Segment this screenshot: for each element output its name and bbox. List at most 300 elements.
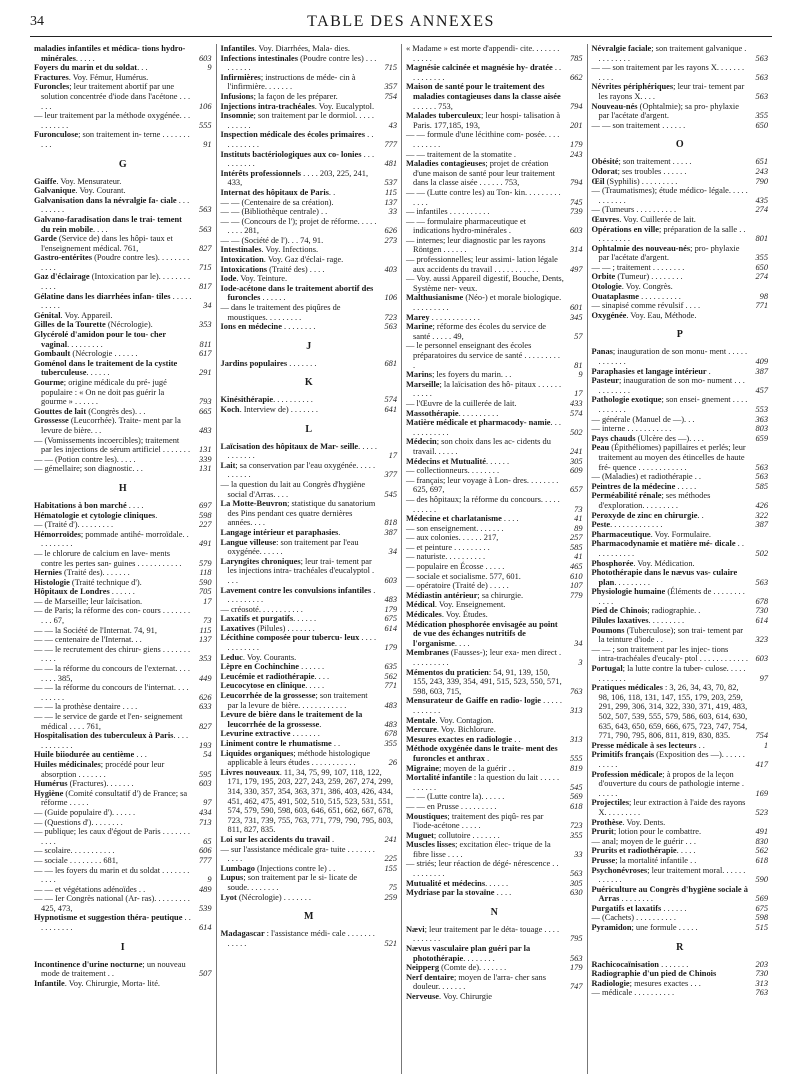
entry-page-ref: 131: [198, 445, 212, 455]
entry-page-ref: 763: [755, 988, 768, 998]
entry-page-ref: 483: [384, 595, 397, 605]
entry-text: Pilules laxatives. . . . . . . . .: [591, 616, 685, 626]
index-entry: [406, 572, 583, 582]
entry-text: — — ; traitement . . . . . . . .: [591, 262, 685, 272]
entry-text: Médecins et Mutualité. . . . . .: [406, 456, 510, 466]
index-entry: [34, 866, 212, 885]
index-entry: [592, 827, 769, 837]
index-entry: [221, 92, 398, 102]
index-entry: [406, 543, 583, 553]
entry-page-ref: 563: [755, 53, 768, 63]
entry-text: Langue villeuse: son traitement par l'eau oxygénée. . . . . .: [220, 537, 359, 557]
index-entry: [221, 236, 398, 246]
entry-text: — — en Prusse . . . . . . . . .: [406, 801, 497, 811]
index-entry: [221, 739, 398, 749]
index-entry: [592, 837, 769, 847]
entry-text: Nævi; leur traitement par le déta- touage . . . . . . . . . . .: [406, 924, 560, 944]
entry-text: Panas; inauguration de son monu- ment . . . . . . . . . . . .: [591, 347, 748, 367]
entry-page-ref: 481: [384, 159, 397, 169]
entry-text: Iode-acétone dans le traitement abortif des furoncles . . . . . .: [220, 283, 374, 303]
index-entry: [34, 407, 212, 417]
index-entry: [592, 923, 769, 933]
entry-page-ref: 730: [755, 969, 768, 979]
entry-text: Médicales. Voy. Études.: [406, 610, 488, 620]
entry-text: — français; leur voyage à Lon- dres. . . . . . . . 625, 697,: [406, 475, 559, 495]
index-entry: [592, 82, 769, 101]
entry-page-ref: 355: [755, 111, 768, 121]
entry-page-ref: 830: [755, 836, 768, 846]
entry-page-ref: 435: [755, 195, 768, 205]
index-entry: [221, 245, 398, 255]
index-entry: [406, 879, 583, 889]
index-entry: [406, 725, 583, 735]
entry-page-ref: 106: [384, 293, 397, 303]
index-entry: [34, 215, 212, 234]
entry-text: — de Paris; la réforme des con- cours . . . . . . . . . . 67,: [34, 606, 191, 626]
entry-page-ref: 754: [755, 731, 768, 741]
index-entry: [406, 716, 583, 726]
entry-page-ref: 617: [198, 349, 212, 359]
index-entry: [34, 73, 212, 83]
entry-page-ref: 9: [207, 63, 212, 73]
entry-text: Intoxication. Voy. Gaz d'éclai- rage.: [220, 255, 344, 265]
index-entry: [221, 322, 398, 332]
entry-text: Galvanisation dans la névralgie fa- ciale . . . . . . . . .: [34, 195, 190, 215]
entry-page-ref: 449: [198, 673, 212, 683]
entry-page-ref: 426: [755, 500, 768, 510]
entry-page-ref: 434: [198, 807, 212, 817]
index-entry: [221, 303, 398, 322]
entry-page-ref: 601: [569, 303, 583, 313]
entry-page-ref: 355: [755, 253, 768, 263]
entry-page-ref: 73: [203, 616, 212, 626]
entry-page-ref: 817: [198, 282, 212, 292]
index-entry: [592, 530, 769, 540]
entry-page-ref: 630: [569, 888, 583, 898]
index-entry: [592, 559, 769, 569]
entry-text: Poumons (Tuberculose); son trai- tement par la teinture d'iode . .: [591, 625, 744, 645]
index-entry: [406, 150, 583, 160]
entry-page-ref: 98: [759, 291, 768, 301]
entry-text: Maladies contagieuses; projet de création d'une maison de santé pour leur traitement dans la classe aisée . . . . . . 753,: [406, 159, 555, 188]
index-entry: [406, 581, 583, 591]
entry-text: — — (Lutte contre la). . . . . .: [406, 792, 505, 802]
entry-page-ref: 675: [755, 903, 768, 913]
index-entry: [406, 973, 583, 992]
index-entry: [34, 530, 212, 549]
index-entry: [592, 969, 769, 979]
index-entry: [221, 893, 398, 903]
entry-page-ref: 17: [388, 451, 397, 461]
entry-text: — de Marseille; leur laïcisation.: [34, 596, 143, 606]
index-entry: [34, 597, 212, 607]
entry-page-ref: 723: [569, 821, 583, 831]
entry-text: — créosoté. . . . . . . . . . .: [220, 604, 303, 614]
entry-page-ref: 33: [574, 849, 583, 859]
index-entry: [592, 568, 769, 587]
entry-page-ref: 609: [569, 466, 583, 476]
section-letter: L: [305, 423, 313, 435]
index-entry: [221, 405, 398, 415]
index-entry: [592, 395, 769, 414]
index-entry: [592, 102, 769, 121]
entry-text: Infusions; la façon de les préparer.: [220, 91, 338, 101]
entry-text: Peroxyde de zinc en chirurgie. .: [591, 510, 704, 520]
entry-text: Infantile. Voy. Chirurgie, Morta- lité.: [34, 978, 161, 988]
section-letter: M: [304, 911, 314, 923]
entry-page-ref: 107: [569, 581, 583, 591]
entry-text: Perméabilité rénale; ses méthodes d'exploration. . . . . . . . .: [591, 491, 711, 510]
entry-text: Marey . . . . . . . . . . . .: [406, 312, 480, 322]
entry-page-ref: 618: [569, 801, 583, 811]
index-entry: [406, 533, 583, 543]
index-entry: [592, 913, 769, 923]
index-entry: [406, 437, 583, 456]
entry-text: — la question du lait au Congrès d'hygiène social d'Arras. . . .: [220, 479, 366, 499]
index-entry: [406, 293, 583, 312]
entry-text: Hématologie et cytologie cliniques.: [34, 510, 158, 520]
index-entry: [406, 764, 583, 774]
entry-text: Psychonévroses; leur traitement moral. . . . . . . . . . . .: [591, 865, 746, 885]
entry-text: Peau (Épithéliomes) papillaires et perlés; leur traitement au moyen des étincelles de haute fré- quence . . . . . . . . . . . .: [591, 443, 746, 472]
entry-text: Presse médicale à ses lecteurs . .: [591, 740, 705, 750]
entry-text: Gourme; origine médicale du pré- jugé populaire : « On ne doit pas guérir la gourme » . . . . . .: [34, 378, 167, 407]
entry-text: Lait; sa conservation par l'eau oxygénée. . . . . . . . . . .: [220, 460, 376, 480]
index-entry: [34, 808, 212, 818]
entry-page-ref: 754: [384, 91, 397, 101]
entry-page-ref: 794: [569, 178, 583, 188]
entry-page-ref: 65: [203, 836, 212, 846]
entry-text: Otologie. Voy. Congrès.: [591, 282, 673, 292]
entry-page-ref: 537: [384, 178, 397, 188]
index-entry: [34, 186, 212, 196]
index-entry: [406, 466, 583, 476]
entry-text: Liquides organiques; méthode histologique applicable à leurs études . . . . . . . . . . .: [220, 748, 371, 768]
index-entry: [592, 520, 769, 530]
index-entry: [221, 653, 398, 663]
index-entry: [34, 196, 212, 215]
entry-text: Laxatifs et purgatifs. . . . . .: [220, 614, 317, 624]
entry-text: Rachicocaïnisation . . . . . . .: [591, 959, 689, 969]
entry-text: Phosphorée. Voy. Médication.: [591, 558, 695, 568]
entry-text: Hypnotisme et suggestion théra- peutique . . . . . . . . . .: [34, 913, 191, 933]
entry-page-ref: 635: [384, 662, 397, 672]
index-entry: [406, 217, 583, 236]
entry-text: Photothérapie dans le nævus vas- culaire plan. . . . . . . . .: [591, 568, 738, 587]
entry-text: — dans le traitement des piqûres de moustiques. . . . . . . . .: [220, 303, 341, 322]
entry-text: Ophtalmie des nouveau-nés; pro- phylaxie par l'acétate d'argent.: [591, 243, 740, 263]
entry-page-ref: 203: [755, 959, 768, 969]
entry-text: Hernies (Traité des). . . . . . .: [34, 568, 130, 578]
entry-text: Migraine; moyen de la guérir . .: [406, 763, 515, 773]
index-entry: [221, 662, 398, 672]
entry-text: Maison de santé pour le traitement des maladies contagieuses dans la classe aisée . . . . . . 753,: [406, 82, 561, 111]
entry-text: Inspection médicale des écoles primaires . . . . . . . . . .: [220, 130, 374, 149]
entry-text: Oxygénée. Voy. Eau, Méthode.: [591, 310, 697, 320]
entry-text: Neipperg (Comte de). . . . . . .: [406, 963, 507, 973]
entry-text: Goménol dans le traitement de la cystite tuberculeuse. . . . . .: [34, 358, 178, 378]
entry-page-ref: 115: [199, 625, 212, 635]
entry-text: — leur traitement par la méthode oxygénée. . . . . . . . . .: [34, 111, 191, 130]
index-entry: [406, 735, 583, 745]
index-entry: [221, 111, 398, 130]
entry-text: Lyot (Nécrologie) . . . . . . .: [220, 892, 311, 902]
entry-page-ref: 763: [569, 686, 583, 696]
entry-page-ref: 41: [574, 514, 583, 524]
index-entry: [221, 614, 398, 624]
entry-text: « Madame » est morte d'appendi- cite. . . . . . . . . . . .: [406, 44, 560, 63]
entry-text: Médiastin antérieur; sa chirurgie.: [406, 590, 524, 600]
entry-page-ref: 614: [384, 623, 397, 633]
entry-text: Primitifs français (Exposition des —). . . . . . . . . . .: [591, 750, 745, 769]
entry-text: Peintres de la médecine . . . . .: [591, 481, 697, 491]
index-entry: [221, 845, 398, 864]
entry-text: Ions en médecine . . . . . . . .: [220, 322, 316, 332]
entry-page-ref: 563: [755, 577, 768, 587]
index-entry: [221, 169, 398, 188]
entry-page-ref: 641: [384, 405, 397, 414]
entry-text: Iode. Voy. Teinture.: [220, 274, 288, 284]
entry-text: Intérêts professionnels . . . . 203, 225, 241, 433,: [220, 168, 369, 188]
entry-page-ref: 626: [198, 692, 212, 702]
entry-text: — — Ier Congrès national (Ar- ras). . . . . . . . . 425, 473,: [34, 894, 190, 913]
index-entry: [406, 380, 583, 399]
index-entry: [406, 992, 583, 1002]
entry-text: Insomnie; son traitement par le dormiol. . . . . . . . . . .: [220, 111, 375, 130]
entry-text: — — centenaire de l'Internat. . .: [34, 635, 142, 645]
entry-page-ref: 539: [198, 903, 212, 913]
entry-text: Nouveau-nés (Ophtalmie); sa pro- phylaxie par l'acétate d'argent.: [591, 101, 739, 121]
entry-text: — sur l'assistance médicale gra- tuite . . . . . . . . . . .: [220, 844, 375, 864]
entry-text: Profession médicale; à propos de la leçon d'ouverture du cours de pathologie interne . . . . . .: [591, 769, 744, 798]
entry-text: Malthusianisme (Néo-) et morale biologique. . . . . . . . . .: [406, 293, 562, 313]
entry-page-ref: 563: [755, 72, 768, 82]
entry-text: Pyramidon; une formule . . . . .: [591, 923, 698, 933]
index-entry: [34, 960, 212, 979]
page-number: 34: [30, 14, 44, 29]
index-entry: [34, 712, 212, 731]
index-entry: [221, 557, 398, 586]
page-title: TABLE DES ANNEXES: [307, 13, 495, 30]
entry-text: Fractures. Voy. Fémur, Humérus.: [34, 72, 149, 82]
entry-text: — professionnelles; leur assimi- lation légale aux accidents du travail . . . . . . . . . . .: [406, 255, 558, 274]
index-entry: [592, 988, 769, 998]
entry-page-ref: 598: [755, 913, 768, 923]
entry-page-ref: 590: [198, 577, 212, 587]
index-entry: [406, 495, 583, 514]
index-entry: [221, 633, 398, 652]
entry-text: Hygiène (Comité consultatif d') de France; sa réforme . . . . .: [34, 788, 188, 808]
index-entry: [34, 731, 212, 750]
index-entry: [592, 846, 769, 856]
index-columns: [30, 44, 772, 1074]
index-entry: [592, 282, 769, 292]
entry-text: Gombault (Nécrologie . . . . . .: [34, 349, 138, 359]
entry-text: Infantiles. Voy. Diarrhées, Mala- dies.: [220, 44, 350, 53]
entry-page-ref: 614: [755, 616, 768, 626]
index-entry: [406, 514, 583, 524]
index-entry: [592, 664, 769, 683]
index-entry: [221, 265, 398, 275]
entry-text: Projectiles; leur extraction à l'aide des rayons X. . . . . . . . .: [591, 798, 746, 817]
entry-text: — l'Œuvre de la cuillerée de lait.: [406, 398, 517, 408]
entry-page-ref: 665: [198, 406, 212, 416]
index-entry: [406, 744, 583, 763]
index-entry: [592, 225, 769, 244]
entry-text: — — le recrutement des chirur- giens . . . . . . . . . . .: [34, 644, 191, 664]
entry-text: — infantiles . . . . . . . . . .: [406, 207, 490, 217]
entry-text: Physiologie humaine (Éléments de . . . . . . . . . . . .: [591, 587, 745, 606]
index-entry: [592, 587, 769, 606]
entry-page-ref: 97: [203, 798, 212, 808]
index-entry: [592, 818, 769, 828]
entry-page-ref: 715: [198, 262, 212, 272]
entry-page-ref: 403: [384, 264, 397, 274]
index-entry: [34, 416, 212, 435]
entry-text: maladies infantiles et médica- tions hydro-minérales. . . . .: [34, 44, 186, 63]
entry-page-ref: 313: [569, 705, 583, 715]
entry-page-ref: 651: [755, 157, 768, 167]
entry-text: Médecin; son choix dans les ac- cidents du travail. . . . . .: [406, 437, 551, 456]
entry-text: Odorat; ses troubles . . . . . .: [591, 166, 687, 176]
entry-page-ref: 54: [203, 750, 212, 760]
index-entry: [592, 798, 769, 817]
entry-text: — — (Concours de l'); projet de réforme. . . . . . . . . 281,: [220, 216, 377, 236]
index-entry: [592, 44, 769, 63]
index-column-1: [30, 44, 216, 1074]
index-entry: [406, 111, 583, 130]
entry-page-ref: 507: [198, 969, 212, 979]
index-entry: [34, 578, 212, 588]
section-letter: O: [675, 139, 684, 151]
entry-text: Portugal; la lutte contre la tuber- culose. . . . . . . . . . . .: [591, 664, 746, 683]
index-entry: [221, 528, 398, 538]
entry-text: Lupus; son traitement par le si- licate de soude. . . . . . . .: [220, 873, 358, 892]
index-entry: [34, 664, 212, 683]
entry-page-ref: 9: [207, 875, 212, 885]
entry-text: Gaiffe. Voy. Mensurateur.: [34, 176, 122, 186]
index-entry: [592, 347, 769, 366]
entry-page-ref: 131: [198, 464, 212, 474]
entry-page-ref: 562: [755, 846, 768, 856]
index-entry: [221, 480, 398, 499]
entry-text: Gouttes de lait (Congrès des). . .: [34, 406, 146, 416]
entry-text: — et peinture . . . . . . . . .: [406, 542, 490, 552]
entry-text: Koch. Interview de) . . . . . . .: [220, 405, 318, 414]
entry-page-ref: 705: [198, 587, 212, 597]
entry-page-ref: 243: [569, 149, 583, 159]
entry-text: — — le service de garde et l'en- seignement médical . . . . 761,: [34, 712, 183, 731]
entry-page-ref: 555: [198, 120, 212, 130]
index-entry: [592, 979, 769, 989]
index-entry: [34, 750, 212, 760]
index-entry: [221, 768, 398, 835]
entry-page-ref: 626: [384, 226, 397, 236]
entry-page-ref: 563: [755, 462, 768, 472]
index-entry: [592, 443, 769, 472]
entry-page-ref: 353: [198, 654, 212, 664]
index-entry: [592, 367, 769, 377]
index-entry: [34, 455, 212, 465]
entry-text: — striés; leur réaction de dégé- nérescence . . . . . . . . . .: [406, 859, 559, 879]
entry-text: Hémorroïdes; pommade antihé- morroïdale. . . . . . . . . .: [34, 529, 189, 549]
entry-text: Orbite (Tumeur) . . . . . . . .: [591, 272, 683, 282]
entry-page-ref: 491: [198, 539, 212, 549]
entry-page-ref: 585: [755, 481, 768, 491]
entry-page-ref: 794: [569, 101, 583, 111]
index-entry: [592, 511, 769, 521]
entry-page-ref: 569: [569, 792, 583, 802]
entry-text: Humérus (Fractures). . . . . . .: [34, 779, 134, 789]
entry-page-ref: 678: [384, 729, 397, 739]
entry-text: Marins; les foyers du marin. . .: [406, 370, 512, 380]
entry-text: Médical. Voy. Enseignement.: [406, 600, 506, 610]
entry-page-ref: 433: [569, 398, 583, 408]
index-entry: [406, 812, 583, 831]
index-entry: [221, 681, 398, 691]
entry-text: Mentale. Voy. Contagion.: [406, 715, 494, 725]
entry-page-ref: 819: [569, 763, 583, 773]
entry-text: — — (Bibliothèque centrale) . .: [220, 207, 328, 217]
entry-page-ref: 715: [384, 63, 397, 73]
entry-text: Œil (Syphilis) . . . . . . . . .: [591, 176, 678, 186]
entry-text: Nerf dentaire; moyen de l'arra- cher sans douleur. . . . . . .: [406, 972, 546, 992]
entry-page-ref: 521: [384, 938, 397, 948]
entry-text: Pharmacodynamie et matière mé- dicale . . . . . . . . . . .: [591, 539, 744, 558]
entry-text: Levure de bière dans le traitement de la leucorrhée de la grossesse.: [220, 710, 363, 729]
index-entry: [34, 587, 212, 597]
entry-text: Gastro-entérites (Poudre contre les). . . . . . . . . . . .: [34, 253, 190, 272]
entry-text: Médecine et charlatanisme . . . .: [406, 514, 519, 524]
entry-page-ref: 57: [574, 331, 583, 341]
entry-page-ref: 355: [384, 739, 397, 748]
entry-page-ref: 274: [755, 272, 768, 282]
entry-page-ref: 614: [198, 923, 212, 933]
entry-text: — le chlorure de calcium en lave- ments contre les pertes san- guines . . . . . . . . . . .: [34, 548, 182, 568]
entry-text: Massothérapie. . . . . . . . . .: [406, 408, 499, 418]
entry-text: Intoxications (Traité des) . . . .: [220, 264, 325, 274]
index-column-2: [216, 44, 402, 1074]
index-entry: [406, 409, 583, 419]
index-entry: [406, 236, 583, 255]
entry-page-ref: 201: [569, 120, 583, 130]
entry-page-ref: 618: [755, 855, 768, 865]
index-entry: [34, 272, 212, 291]
index-entry: [406, 925, 583, 944]
entry-text: Levurine extractive . . . . . . .: [220, 729, 320, 739]
entry-text: Névrites périphériques; leur trai- tement par les rayons X. . . .: [591, 82, 745, 101]
index-entry: [34, 378, 212, 407]
entry-page-ref: 363: [755, 414, 768, 424]
entry-page-ref: 313: [569, 734, 583, 744]
index-column-4: [587, 44, 773, 1074]
entry-page-ref: 497: [569, 264, 583, 274]
entry-text: — — la prothèse dentaire . . . .: [34, 702, 138, 712]
entry-text: Lécithine composée pour tubercu- leux . . . . . . . . . . . .: [220, 633, 377, 653]
entry-text: Névralgie faciale; son traitement galvanique . . . . . . . . .: [591, 44, 747, 63]
entry-page-ref: 603: [384, 575, 397, 585]
entry-text: Mémentos du praticien: 54, 91, 139, 150, 155, 243, 339, 354, 491, 515, 523, 550, 571, 598, 603, 715,: [406, 667, 562, 696]
index-entry: [592, 301, 769, 311]
index-entry: [592, 482, 769, 492]
entry-text: — — formule d'une lécithine com- posée. . . . . . . . . . .: [406, 130, 560, 149]
section-letter: I: [120, 941, 125, 953]
index-entry: [221, 442, 398, 461]
entry-text: Moustiques; traitement des piqû- res par l'iode-acétone . . . . .: [406, 811, 544, 831]
entry-page-ref: 678: [755, 596, 768, 606]
index-entry: [592, 376, 769, 395]
entry-page-ref: 697: [198, 500, 212, 510]
